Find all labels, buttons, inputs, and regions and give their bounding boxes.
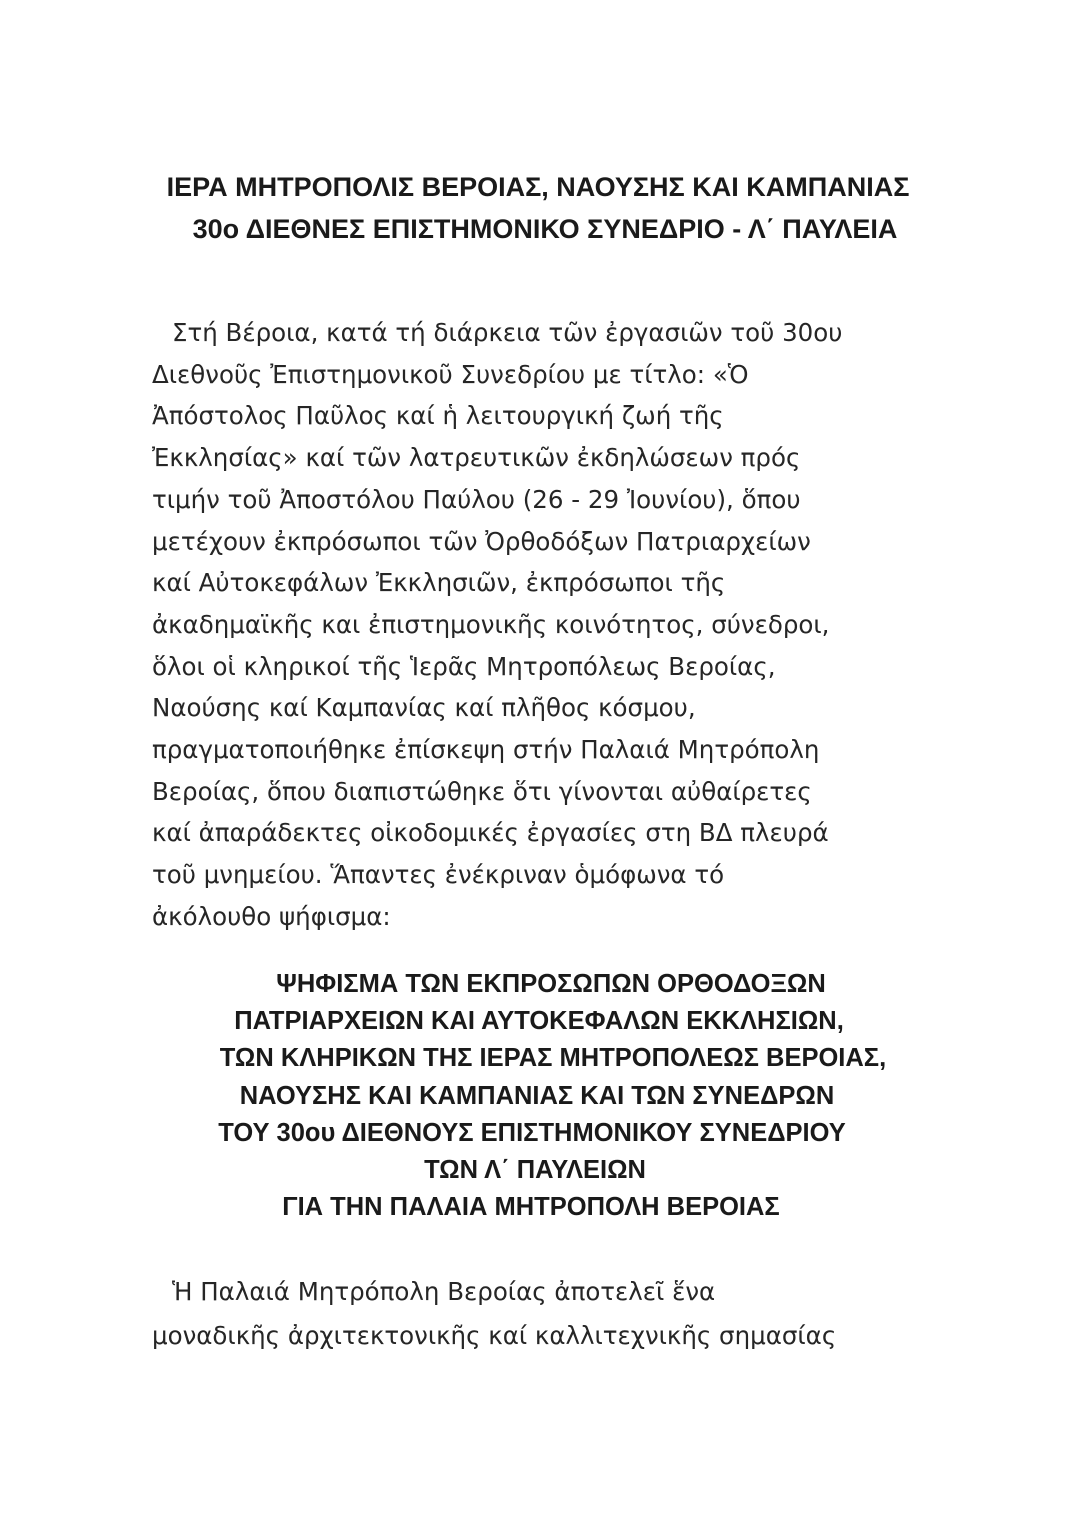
paragraph-line: Διεθνοῦς Ἐπιστημονικοῦ Συνεδρίου με τίτλο: «Ὁ: [152, 359, 749, 389]
document-header: [120, 166, 960, 250]
header-title-line-1: ΙΕΡΑ ΜΗΤΡΟΠΟΛΙΣ ΒΕΡΟΙΑΣ, ΝΑΟΥΣΗΣ ΚΑΙ ΚΑΜΠΑΝΙΑΣ: [166, 172, 910, 202]
intro-paragraph: [152, 312, 942, 938]
paragraph-line: μοναδικῆς ἀρχιτεκτονικῆς καί καλλιτεχνικῆς σημασίας: [152, 1321, 837, 1350]
paragraph-line: μετέχουν ἐκπρόσωποι τῶν Ὀρθοδόξων Πατριαρχείων: [152, 526, 811, 556]
resolution-line: ΤΩΝ Λ΄ ΠΑΥΛΕΙΩΝ: [424, 1156, 646, 1185]
resolution-heading: [140, 966, 940, 1226]
resolution-line: ΠΑΤΡΙΑΡΧΕΙΩΝ ΚΑΙ ΑΥΤΟΚΕΦΑΛΩΝ ΕΚΚΛΗΣΙΩΝ,: [234, 1007, 844, 1036]
paragraph-line: ἀκόλουθο ψήφισμα:: [152, 901, 391, 931]
paragraph-line: καί ἀπαράδεκτες οἰκοδομικές ἐργασίες στη ΒΔ πλευρά: [152, 818, 829, 848]
paragraph-line: τιμήν τοῦ Ἀποστόλου Παύλου (26 - 29 Ἰουνίου), ὅπου: [152, 484, 801, 514]
paragraph-line: τοῦ μνημείου. Ἅπαντες ἐνέκριναν ὁμόφωνα τό: [152, 860, 725, 890]
paragraph-line: ἀκαδημαϊκῆς και ἐπιστημονικῆς κοινότητος, σύνεδροι,: [152, 609, 830, 639]
paragraph-line: καί Αὐτοκεφάλων Ἐκκλησιῶν, ἐκπρόσωποι τῆς: [152, 568, 726, 598]
resolution-line: ΝΑΟΥΣΗΣ ΚΑΙ ΚΑΜΠΑΝΙΑΣ ΚΑΙ ΤΩΝ ΣΥΝΕΔΡΩΝ: [239, 1081, 835, 1110]
resolution-line: ΤΟΥ 30ου ΔΙΕΘΝΟΥΣ ΕΠΙΣΤΗΜΟΝΙΚΟΥ ΣΥΝΕΔΡΙΟΥ: [218, 1118, 846, 1147]
paragraph-line: Ἡ Παλαιά Μητρόπολη Βεροίας ἀποτελεῖ ἕνα: [172, 1277, 716, 1306]
paragraph-line: πραγματοποιήθηκε ἐπίσκεψη στήν Παλαιά Μητρόπολη: [152, 735, 820, 765]
resolution-line: ΓΙΑ ΤΗΝ ΠΑΛΑΙΑ ΜΗΤΡΟΠΟΛΗ ΒΕΡΟΙΑΣ: [282, 1193, 780, 1222]
paragraph-line: Ναούσης καί Καμπανίας καί πλῆθος κόσμου,: [152, 693, 696, 723]
resolution-line: ΨΗΦΙΣΜΑ ΤΩΝ ΕΚΠΡΟΣΩΠΩΝ ΟΡΘΟΔΟΞΩΝ: [276, 970, 826, 998]
paragraph-line: Ἐκκλησίας» καί τῶν λατρευτικῶν ἐκδηλώσεων πρός: [152, 443, 801, 473]
header-title-line-2: 30ο ΔΙΕΘΝΕΣ ΕΠΙΣΤΗΜΟΝΙΚΟ ΣΥΝΕΔΡΙΟ - Λ΄ ΠΑΥΛΕΙΑ: [192, 214, 898, 244]
paragraph-line: Ἀπόστολος Παῦλος καί ἡ λειτουργική ζωή τῆς: [152, 401, 724, 431]
resolution-line: ΤΩΝ ΚΛΗΡΙΚΩΝ ΤΗΣ ΙΕΡΑΣ ΜΗΤΡΟΠΟΛΕΩΣ ΒΕΡΟΙΑΣ,: [219, 1044, 887, 1073]
paragraph-line: ὅλοι οἱ κληρικοί τῆς Ἱερᾶς Μητροπόλεως Βεροίας,: [152, 651, 776, 681]
paragraph-line: Στή Βέροια, κατά τή διάρκεια τῶν ἐργασιῶν τοῦ 30ου: [172, 318, 843, 347]
paragraph-line: Βεροίας, ὅπου διαπιστώθηκε ὅτι γίνονται αὐθαίρετες: [152, 776, 812, 806]
closing-paragraph: [152, 1270, 942, 1358]
